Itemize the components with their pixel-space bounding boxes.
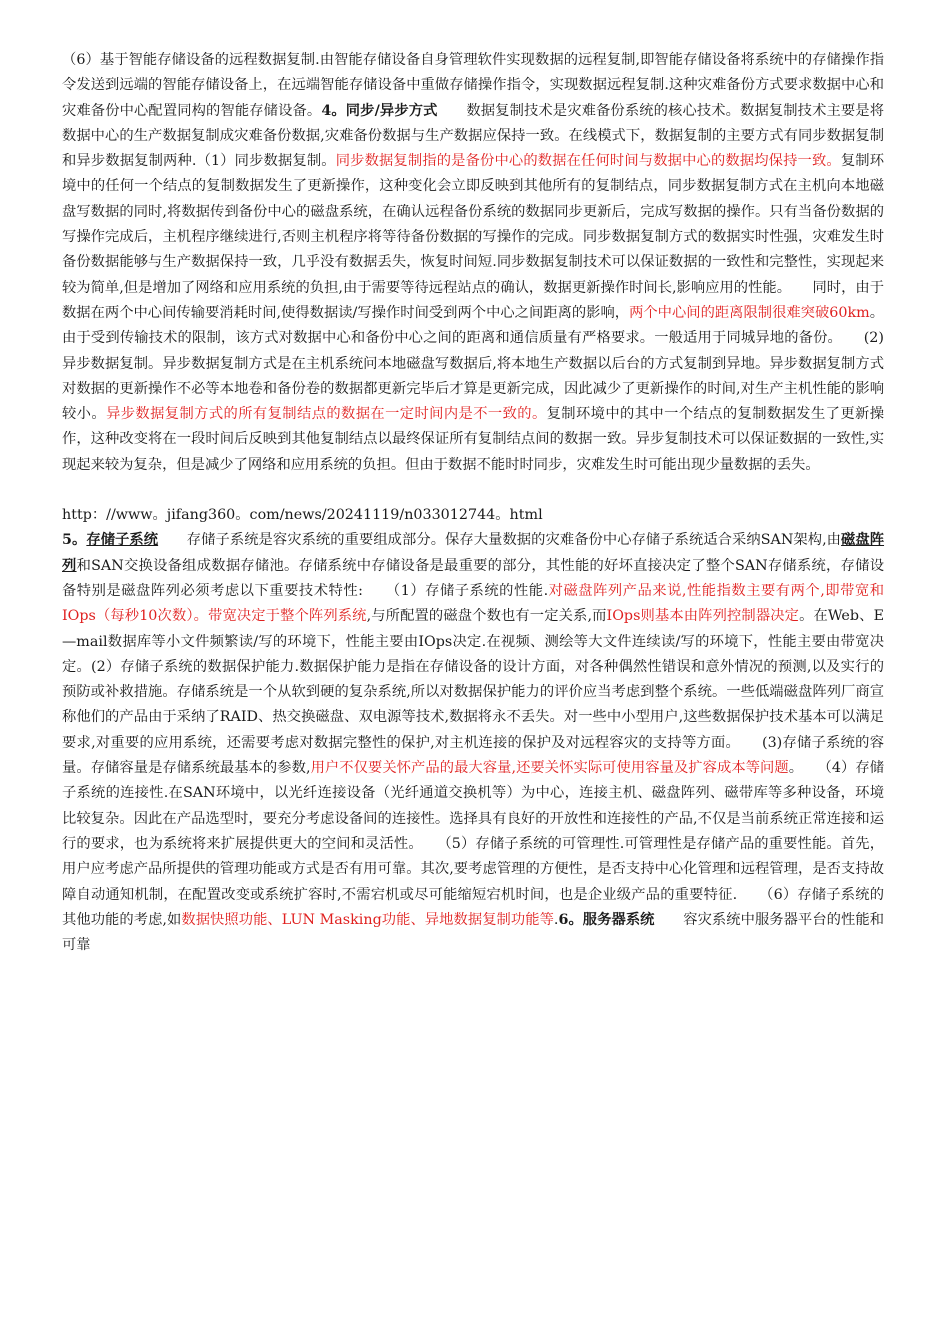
text-async-details: 。由于受到传输技术的限制，该方式对数据中心和备份中心之间的距离和通信质量有严格要求。一般适用于同城异地的备份。 (2)异步数据复制。异步数据复制方式是在主机系统问本地磁盘写数据后,将本地生产数据以后台的方式复制到异地。异步数据复制方式对数据的更新操作不必等本地卷和备份卷的数据都更新完毕后才算是更新完成，因此减少了更新操作的时间,对生产主机性能的影响较小。: [62, 304, 885, 423]
text-storage-intro: 存储子系统是容灾系统的重要组成部分。保存大量数据的灾难备份中心存储子系统适合采纳SAN架构,由: [158, 532, 842, 549]
highlight-async-definition: 异步数据复制方式的所有复制结点的数据在一定时间内是不一致的。: [106, 406, 547, 423]
text-storage-features: 和SAN交换设备组成数据存储池。存储系统中存储设备是最重要的部分，其性能的好坏直接决定了整个SAN存储系统，存储设备特别是磁盘阵列必须考虑以下重要技术特性: （1）存储子系统的性能.: [62, 557, 885, 599]
text-connectivity-management: 。 （4）存储子系统的连接性.在SAN环境中，以光纤连接设备（光纤通道交换机等）为中心，连接主机、磁盘阵列、磁带库等多种设备，环境比较复杂。因此在产品选型时，要充分考虑设备间的连接性。选择具有良好的开放性和连接性的产品,不仅是当前系统正常连接和运行的要求，也为系统将来扩展提供更大的空间和灵活性。 （5）存储子系统的可管理性.可管理性是存储产品的重要性能。首先，用户应考虑产品所提供的管理功能或方式是否有用可靠。其次,要考虑管理的方便性，是否支持中心化管理和远程管理，是否支持故障自动通知机制，在配置改变或系统扩容时,不需宕机或尽可能缩短宕机时间，也是企业级产品的重要特征. （6）存储子系统的其他功能的考虑,如: [62, 760, 885, 928]
link-disk-array[interactable]: 磁盘阵列: [62, 532, 885, 574]
highlight-distance-limit: 两个中心间的距离限制很难突破60km: [629, 304, 870, 321]
source-url: http：//www。jifang360。com/news/20241119/n033012744。html: [62, 507, 543, 524]
heading-storage-subsystem[interactable]: 存储子系统: [86, 532, 159, 549]
text-sync-details: 复制环境中的任何一个结点的复制数据发生了更新操作，这种变化会立即反映到其他所有的复制结点，同步数据复制方式在主机向本地磁盘写数据的同时,将数据传到备份中心的磁盘系统，在确认远程备份系统的数据同步更新后，完成写数据的操作。只有当备份数据的写操作完成后，主机程序继续进行,否则主机程序将等待备份数据的写操作的完成。同步数据复制方式的数据实时性强，灾难发生时备份数据能够与生产数据保持一致，几乎没有数据丢失，恢复时间短.同步数据复制技术可以保证数据的一致性和完整性，实现起来较为简单,但是增加了网络和应用系统的负担,由于需要等待远程站点的确认，数据更新操作时间长,影响应用的性能。 同时，由于数据在两个中心间传输要消耗时间,使得数据读/写操作时间受到两个中心之间距离的影响，: [62, 153, 885, 321]
heading-storage-number: 5。: [62, 532, 87, 549]
highlight-other-functions: 数据快照功能、LUN Masking功能、异地数据复制功能等: [181, 911, 554, 928]
heading-sync-async: 4。同步/异步方式: [321, 102, 438, 119]
highlight-performance-index: 对磁盘阵列产品来说,性能指数主要有两个,即带宽和IOps（每秒10次数）。带宽决定于整个阵列系统: [62, 582, 884, 625]
text-period: .: [553, 911, 559, 928]
text-sync-title: （1）同步数据复制。: [196, 153, 336, 170]
text-server-intro: 容灾系统中服务器平台的性能和可靠: [62, 911, 885, 954]
text-disk-count: ,与所配置的磁盘个数也有一定关系,而: [366, 608, 607, 625]
heading-server-system: 6。服务器系统: [558, 911, 655, 928]
spacer: [62, 478, 884, 503]
highlight-capacity-concern: 用户不仅要关怀产品的最大容量,还要关怀实际可使用容量及扩容成本等问题: [310, 760, 789, 777]
document-page: [62, 48, 884, 958]
text-replication-intro: 数据复制技术是灾难备份系统的核心技术。数据复制技术主要是将数据中心的生产数据复制成灾难备份数据,灾难备份数据与生产数据应保持一致。在线模式下，数据复制的主要方式有同步数据复制和异步数据复制两种.: [62, 102, 885, 170]
text-async-summary: 复制环境中的其中一个结点的复制数据发生了更新操作，这种改变将在一段时间后反映到其他复制结点以最终保证所有复制结点间的数据一致。异步复制技术可以保证数据的一致性,实现起来较为复杂，但是减少了网络和应用系统的负担。但由于数据不能时时同步，灾难发生时可能出现少量数据的丢失。: [62, 406, 885, 473]
text-storage-protection: 。在Web、E—mail数据库等小文件频繁读/写的环境下，性能主要由IOps决定.在视频、测绘等大文件连续读/写的环境下，性能主要由带宽决定。(2）存储子系统的数据保护能力.数据保护能力是指在存储设备的设计方面，对各种偶然性错误和意外情况的预测,以及实行的预防或补救措施。存储系统是一个从软到硬的复杂系统,所以对数据保护能力的评价应当考虑到整个系统。一些低端磁盘阵列厂商宣称他们的产品由于采纳了RAID、热交换磁盘、双电源等技术,数据将永不丢失。对一些中小型用户,这些数据保护技术基本可以满足要求,对重要的应用系统，还需要考虑对数据完整性的保护,对主机连接的保护及对远程容灾的支持等方面。 (3)存储子系统的容量。存储容量是存储系统最基本的参数,: [62, 608, 885, 777]
paragraph-storage-subsystem: [62, 528, 884, 958]
paragraph-data-replication: [62, 48, 884, 478]
highlight-iops-controller: IOps则基本由阵列控制器决定: [606, 608, 800, 625]
text-remote-replication: （6）基于智能存储设备的远程数据复制.由智能存储设备自身管理软件实现数据的远程复制,即智能存储设备将系统中的存储操作指令发送到远端的智能存储设备上，在远端智能存储设备中重做存储操作指令，实现数据远程复制.这种灾难备份方式要求数据中心和灾难备份中心配置同构的智能存储设备。: [62, 52, 884, 119]
highlight-sync-definition: 同步数据复制指的是备份中心的数据在任何时间与数据中心的数据均保持一致。: [335, 153, 841, 170]
